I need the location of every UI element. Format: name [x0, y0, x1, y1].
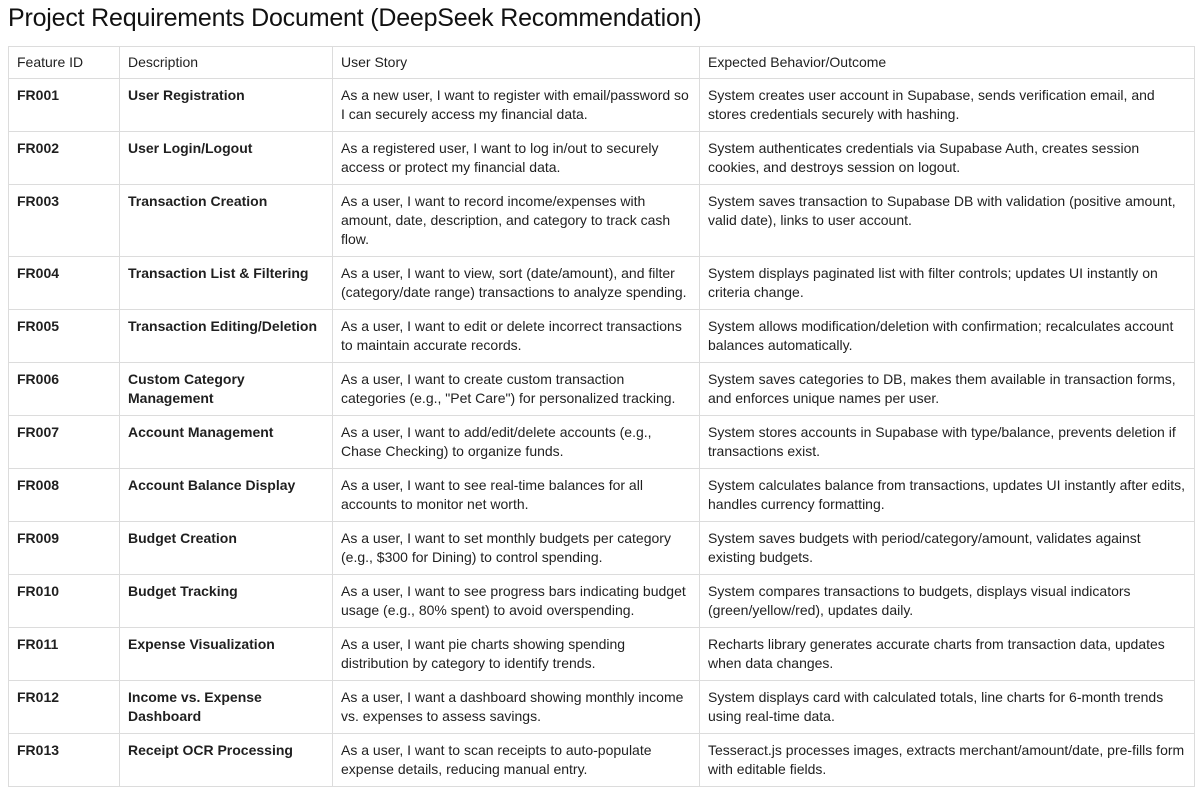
cell-description: Receipt OCR Processing [120, 734, 333, 787]
table-body [9, 79, 1195, 787]
cell-user-story: As a user, I want to scan receipts to auto-populate expense details, reducing manual entry. [333, 734, 700, 787]
cell-user-story: As a user, I want a dashboard showing monthly income vs. expenses to assess savings. [333, 681, 700, 734]
cell-user-story: As a user, I want to edit or delete incorrect transactions to maintain accurate records. [333, 310, 700, 363]
cell-feature-id: FR004 [9, 257, 120, 310]
cell-description: Income vs. Expense Dashboard [120, 681, 333, 734]
cell-outcome: System displays card with calculated totals, line charts for 6-month trends using real-time data. [700, 681, 1195, 734]
cell-user-story: As a user, I want to add/edit/delete accounts (e.g., Chase Checking) to organize funds. [333, 416, 700, 469]
cell-outcome: Recharts library generates accurate charts from transaction data, updates when data changes. [700, 628, 1195, 681]
cell-feature-id: FR003 [9, 185, 120, 257]
table-row [9, 363, 1195, 416]
cell-description: Custom Category Management [120, 363, 333, 416]
cell-description: Account Balance Display [120, 469, 333, 522]
header-user-story: User Story [333, 47, 700, 79]
table-row [9, 469, 1195, 522]
cell-feature-id: FR007 [9, 416, 120, 469]
header-description: Description [120, 47, 333, 79]
document-title: Project Requirements Document (DeepSeek Recommendation) [8, 4, 702, 32]
table-row [9, 257, 1195, 310]
cell-description: User Login/Logout [120, 132, 333, 185]
cell-outcome: System stores accounts in Supabase with type/balance, prevents deletion if transactions exist. [700, 416, 1195, 469]
cell-description: User Registration [120, 79, 333, 132]
cell-feature-id: FR006 [9, 363, 120, 416]
table-row [9, 185, 1195, 257]
cell-outcome: Tesseract.js processes images, extracts merchant/amount/date, pre-fills form with editable fields. [700, 734, 1195, 787]
cell-user-story: As a user, I want pie charts showing spending distribution by category to identify trends. [333, 628, 700, 681]
table-row [9, 522, 1195, 575]
cell-user-story: As a registered user, I want to log in/out to securely access or protect my financial data. [333, 132, 700, 185]
cell-feature-id: FR008 [9, 469, 120, 522]
cell-feature-id: FR002 [9, 132, 120, 185]
cell-user-story: As a new user, I want to register with email/password so I can securely access my financial data. [333, 79, 700, 132]
cell-feature-id: FR001 [9, 79, 120, 132]
cell-feature-id: FR005 [9, 310, 120, 363]
header-row [9, 47, 1195, 79]
cell-outcome: System displays paginated list with filter controls; updates UI instantly on criteria change. [700, 257, 1195, 310]
cell-description: Transaction List & Filtering [120, 257, 333, 310]
cell-user-story: As a user, I want to record income/expenses with amount, date, description, and category to track cash flow. [333, 185, 700, 257]
table-row [9, 575, 1195, 628]
cell-feature-id: FR009 [9, 522, 120, 575]
cell-user-story: As a user, I want to create custom transaction categories (e.g., "Pet Care") for personalized tracking. [333, 363, 700, 416]
cell-outcome: System saves budgets with period/category/amount, validates against existing budgets. [700, 522, 1195, 575]
cell-description: Transaction Editing/Deletion [120, 310, 333, 363]
table-row [9, 734, 1195, 787]
cell-outcome: System compares transactions to budgets, displays visual indicators (green/yellow/red), updates daily. [700, 575, 1195, 628]
cell-description: Budget Creation [120, 522, 333, 575]
table-row [9, 79, 1195, 132]
cell-user-story: As a user, I want to view, sort (date/amount), and filter (category/date range) transactions to analyze spending. [333, 257, 700, 310]
header-feature-id: Feature ID [9, 47, 120, 79]
cell-outcome: System creates user account in Supabase, sends verification email, and stores credentials securely with hashing. [700, 79, 1195, 132]
cell-description: Transaction Creation [120, 185, 333, 257]
table-row [9, 132, 1195, 185]
cell-user-story: As a user, I want to set monthly budgets per category (e.g., $300 for Dining) to control spending. [333, 522, 700, 575]
cell-feature-id: FR011 [9, 628, 120, 681]
cell-feature-id: FR012 [9, 681, 120, 734]
cell-user-story: As a user, I want to see real-time balances for all accounts to monitor net worth. [333, 469, 700, 522]
table-row [9, 681, 1195, 734]
table-header [9, 47, 1195, 79]
cell-description: Budget Tracking [120, 575, 333, 628]
cell-feature-id: FR010 [9, 575, 120, 628]
header-expected-outcome: Expected Behavior/Outcome [700, 47, 1195, 79]
table-row [9, 628, 1195, 681]
requirements-table [8, 46, 1195, 787]
cell-user-story: As a user, I want to see progress bars indicating budget usage (e.g., 80% spent) to avoid overspending. [333, 575, 700, 628]
cell-outcome: System calculates balance from transactions, updates UI instantly after edits, handles currency formatting. [700, 469, 1195, 522]
cell-outcome: System saves categories to DB, makes them available in transaction forms, and enforces unique names per user. [700, 363, 1195, 416]
cell-outcome: System saves transaction to Supabase DB with validation (positive amount, valid date), links to user account. [700, 185, 1195, 257]
table-row [9, 416, 1195, 469]
cell-outcome: System authenticates credentials via Supabase Auth, creates session cookies, and destroys session on logout. [700, 132, 1195, 185]
table-row [9, 310, 1195, 363]
cell-description: Account Management [120, 416, 333, 469]
cell-feature-id: FR013 [9, 734, 120, 787]
cell-description: Expense Visualization [120, 628, 333, 681]
cell-outcome: System allows modification/deletion with confirmation; recalculates account balances automatically. [700, 310, 1195, 363]
